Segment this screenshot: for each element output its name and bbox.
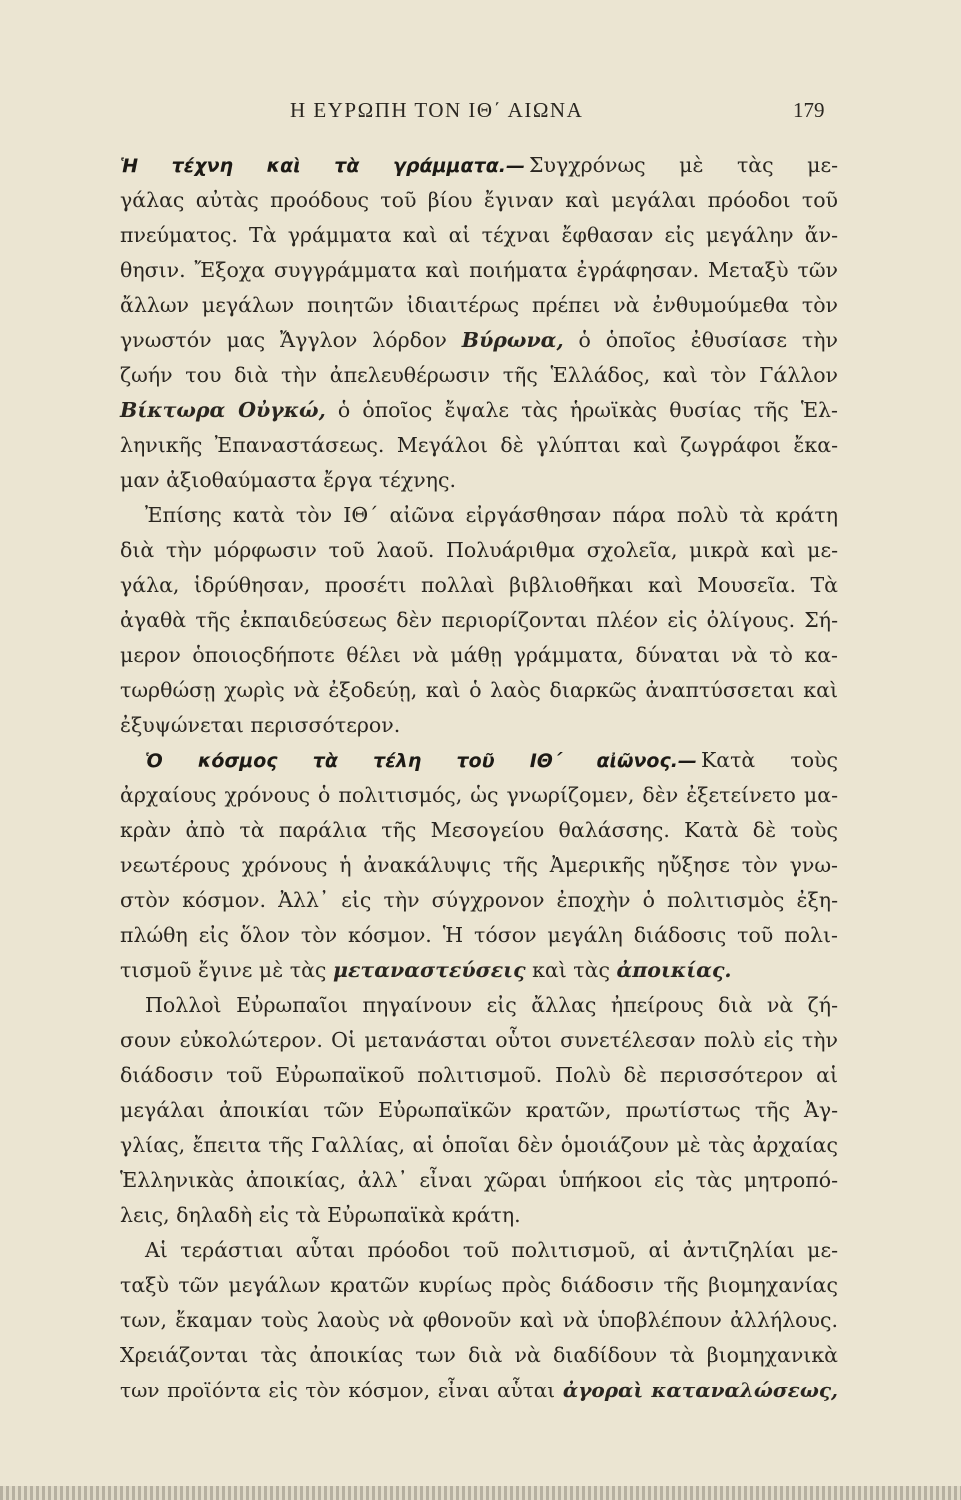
scan-edge-strip (0, 1486, 961, 1500)
text-line: κρὰν ἀπὸ τὰ παράλια τῆς Μεσογείου θαλάσσης. Κατὰ δὲ τοὺς (120, 818, 838, 842)
text-line: Ὁ κόσμος τὰ τέλη τοῦ ΙΘ΄ αἰῶνος.— Κατὰ τοὺς (145, 748, 838, 772)
text-line: διάδοσιν τοῦ Εὐρωπαϊκοῦ πολιτισμοῦ. Πολὺ δὲ περισσότερον αἱ (120, 1063, 838, 1087)
section-heading-art-letters: Ἡ τέχνη καὶ τὰ γράμματα.— (120, 155, 525, 177)
text-line: ληνικῆς Ἐπαναστάσεως. Μεγάλοι δὲ γλύπται καὶ ζωγράφοι ἔκα- (120, 433, 838, 457)
text-line: γνωστόν μας Ἄγγλον λόρδον Βύρωνα, ὁ ὁποῖος ἐθυσίασε τὴν (120, 328, 838, 352)
text-line: Βίκτωρα Οὐγκώ, ὁ ὁποῖος ἔψαλε τὰς ἡρωϊκὰς θυσίας τῆς Ἑλ- (120, 398, 838, 422)
text-line: ζωήν του διὰ τὴν ἀπελευθέρωσιν τῆς Ἑλλάδος, καὶ τὸν Γάλλον (120, 363, 838, 387)
running-title: Η ΕΥΡΩΠΗ ΤΟΝ ΙΘ΄ ΑΙΩΝΑ (290, 98, 584, 122)
text-line: πλώθη εἰς ὅλον τὸν κόσμον. Ἡ τόσον μεγάλη διάδοσις τοῦ πολι- (120, 923, 838, 947)
text-line: τωρθώσῃ χωρὶς νὰ ἐξοδεύῃ, καὶ ὁ λαὸς διαρκῶς ἀναπτύσσεται καὶ (120, 678, 838, 702)
text-line: πνεύματος. Τὰ γράμματα καὶ αἱ τέχναι ἔφθασαν εἰς μεγάλην ἄν- (120, 223, 838, 247)
emphasis-victor-hugo: Βίκτωρα Οὐγκώ, (120, 398, 326, 422)
body-text (120, 148, 838, 1408)
text-line: Χρειάζονται τὰς ἀποικίας των διὰ νὰ διαδίδουν τὰ βιομηχανικὰ (120, 1343, 838, 1367)
text-line: ἀγαθὰ τῆς ἐκπαιδεύσεως δὲν περιορίζονται πλέον εἰς ὀλίγους. Σή- (120, 608, 838, 632)
emphasis-byron: Βύρωνα, (461, 328, 564, 352)
text-line: των προϊόντα εἰς τὸν κόσμον, εἶναι αὗται ἀγοραὶ καταναλώσεως, (120, 1378, 839, 1402)
text-line: ἀρχαίους χρόνους ὁ πολιτισμός, ὡς γνωρίζομεν, δὲν ἐξετείνετο μα- (120, 783, 838, 807)
text-line: νεωτέρους χρόνους ἡ ἀνακάλυψις τῆς Ἀμερικῆς ηὔξησε τὸν γνω- (120, 853, 838, 877)
text-line: Αἱ τεράστιαι αὗται πρόοδοι τοῦ πολιτισμοῦ, αἱ ἀντιζηλίαι με- (145, 1238, 838, 1262)
running-head (0, 98, 961, 128)
section-heading-world-end-19th-century: Ὁ κόσμος τὰ τέλη τοῦ ΙΘ΄ αἰῶνος.— (145, 750, 697, 772)
text-line: μαν ἀξιοθαύμαστα ἔργα τέχνης. (120, 468, 456, 492)
text-line: τισμοῦ ἔγινε μὲ τὰς μεταναστεύσεις καὶ τὰς ἀποικίας. (120, 958, 732, 982)
text-line: Ἑλληνικὰς ἀποικίας, ἀλλ᾽ εἶναι χῶραι ὑπήκοοι εἰς τὰς μητροπό- (120, 1168, 838, 1192)
text-line: γάλας αὐτὰς προόδους τοῦ βίου ἔγιναν καὶ μεγάλαι πρόοδοι τοῦ (120, 188, 838, 212)
emphasis-migrations: μεταναστεύσεις (332, 958, 526, 982)
text-line: μερον ὁποιοςδήποτε θέλει νὰ μάθῃ γράμματα, δύναται νὰ τὸ κα- (120, 643, 838, 667)
text-line: διὰ τὴν μόρφωσιν τοῦ λαοῦ. Πολυάριθμα σχολεῖα, μικρὰ καὶ με- (120, 538, 838, 562)
page-number: 179 (793, 98, 825, 122)
text-line: Πολλοὶ Εὐρωπαῖοι πηγαίνουν εἰς ἄλλας ἠπείρους διὰ νὰ ζή- (145, 993, 838, 1017)
text-line: ταξὺ τῶν μεγάλων κρατῶν κυρίως πρὸς διάδοσιν τῆς βιομηχανίας (120, 1273, 838, 1297)
emphasis-colonies: ἀποικίας. (616, 958, 732, 982)
text-line: Ἐπίσης κατὰ τὸν ΙΘ΄ αἰῶνα εἰργάσθησαν πάρα πολὺ τὰ κράτη (145, 503, 838, 527)
text-line: ἐξυψώνεται περισσότερον. (120, 713, 401, 737)
text-line: μεγάλαι ἀποικίαι τῶν Εὐρωπαϊκῶν κρατῶν, πρωτίστως τῆς Ἀγ- (120, 1098, 838, 1122)
text-line: σουν εὐκολώτερον. Οἱ μετανάσται οὗτοι συνετέλεσαν πολὺ εἰς τὴν (120, 1028, 838, 1052)
text-line: γάλα, ἱδρύθησαν, προσέτι πολλαὶ βιβλιοθῆκαι καὶ Μουσεῖα. Τὰ (120, 573, 838, 597)
text-line: Ἡ τέχνη καὶ τὰ γράμματα.— Συγχρόνως μὲ τὰς με- (120, 153, 838, 177)
text-line: των, ἔκαμαν τοὺς λαοὺς νὰ φθονοῦν καὶ νὰ ὑποβλέπουν ἀλλήλους. (120, 1308, 838, 1332)
text-line: λεις, δηλαδὴ εἰς τὰ Εὐρωπαϊκὰ κράτη. (120, 1203, 521, 1227)
text-line: ἄλλων μεγάλων ποιητῶν ἰδιαιτέρως πρέπει νὰ ἐνθυμούμεθα τὸν (120, 293, 838, 317)
text-line: γλίας, ἔπειτα τῆς Γαλλίας, αἱ ὁποῖαι δὲν ὁμοιάζουν μὲ τὰς ἀρχαίας (120, 1133, 838, 1157)
text-line: θησιν. Ἔξοχα συγγράμματα καὶ ποιήματα ἐγράφησαν. Μεταξὺ τῶν (120, 258, 838, 282)
text-line: στὸν κόσμον. Ἀλλ᾽ εἰς τὴν σύγχρονον ἐποχὴν ὁ πολιτισμὸς ἐξη- (120, 888, 838, 912)
emphasis-consumer-markets: ἀγοραὶ καταναλώσεως, (562, 1378, 839, 1402)
